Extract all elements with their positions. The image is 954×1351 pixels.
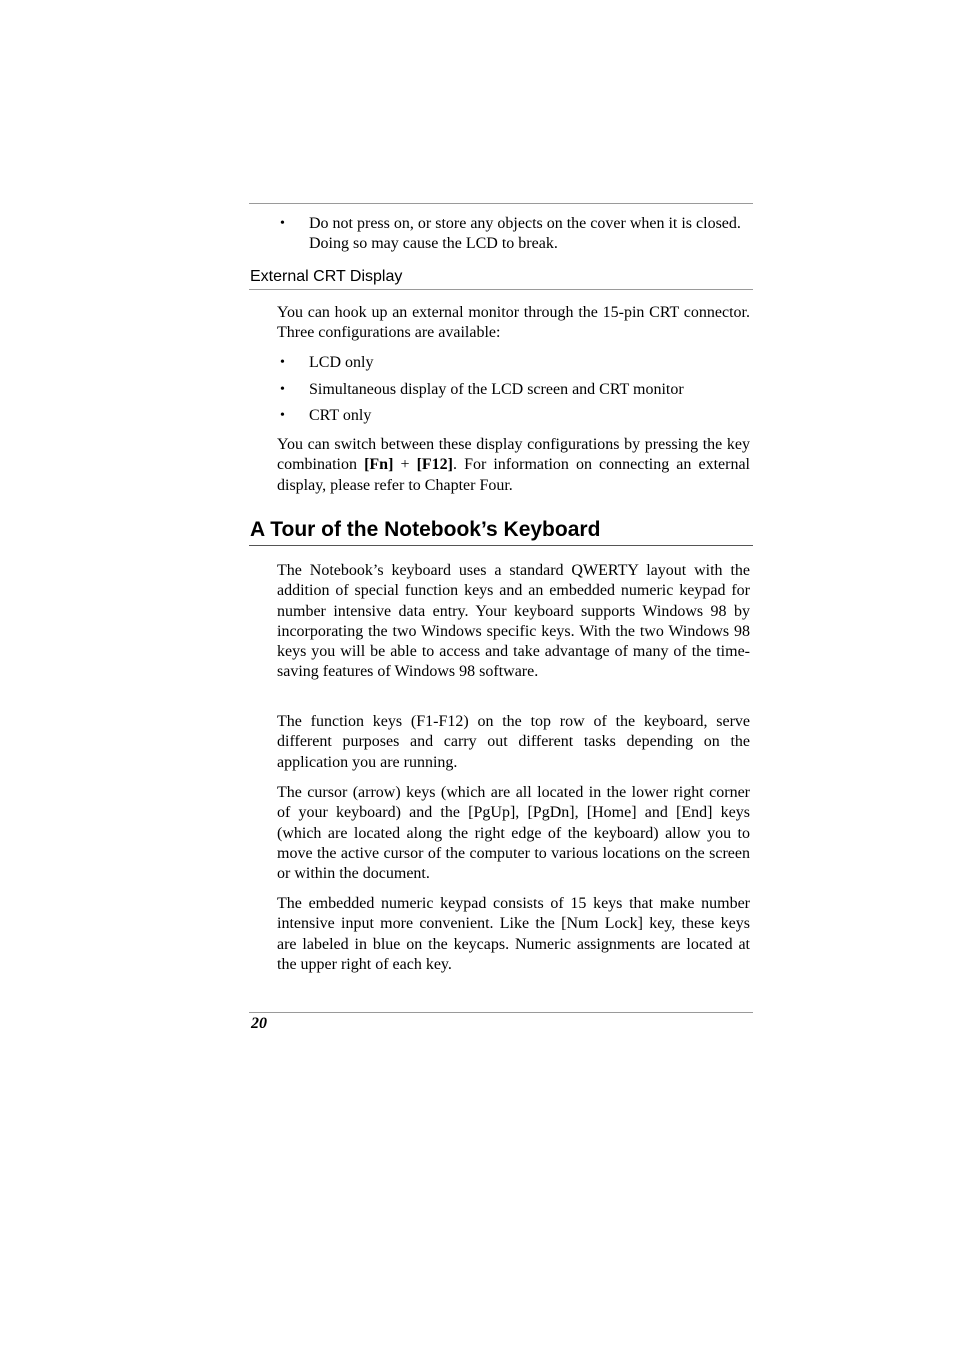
key-f12: [F12]	[416, 456, 453, 474]
section-title-crt: External CRT Display	[250, 268, 403, 285]
section-title-keyboard: A Tour of the Notebook’s Keyboard	[250, 518, 601, 541]
keyboard-paragraph: The cursor (arrow) keys (which are all located in the lower right corner of your keyboard) and the [PgUp], [PgDn], [Home] and [End] keys (which are located along the right edge of the keyboard) allow you to move the active cursor of the computer to various locations on the screen or within the document.	[277, 784, 750, 883]
bullet-text: LCD only	[309, 354, 374, 371]
crt-intro-paragraph: You can hook up an external monitor through the 15-pin CRT connector. Three configurations are available:	[277, 304, 750, 342]
heading-rule	[249, 545, 753, 546]
bullet-text: CRT only	[309, 407, 372, 424]
top-rule	[249, 203, 753, 204]
bullet-text: Simultaneous display of the LCD screen and CRT monitor	[309, 381, 684, 398]
crt-switch-paragraph	[277, 435, 750, 496]
bullet-icon: •	[280, 355, 285, 370]
key-fn: [Fn]	[364, 456, 394, 474]
keyboard-paragraph: The embedded numeric keypad consists of 15 keys that make number intensive input more convenient. Like the [Num Lock] key, these keys are labeled in blue on the keycaps. Numeric assignments are located at the upper right of each key.	[277, 895, 750, 973]
bullet-icon: •	[280, 382, 285, 397]
bullet-text: Do not press on, or store any objects on the cover when it is closed. Doing so may cause the LCD to break.	[309, 215, 741, 252]
switch-text: You can switch between these display configurations by pressing the key combination	[277, 436, 750, 474]
switch-text-end: . For information on connecting an external display, please refer to Chapter Four.	[277, 456, 751, 494]
footer-rule	[249, 1012, 753, 1013]
bullet-icon: •	[280, 216, 285, 231]
keyboard-paragraph: The function keys (F1-F12) on the top row of the keyboard, serve different purposes and carry out different tasks depending on the application you are running.	[277, 713, 750, 771]
page-number: 20	[251, 1015, 267, 1032]
keyboard-paragraph: The Notebook’s keyboard uses a standard QWERTY layout with the addition of special function keys and an embedded numeric keypad for number intensive data entry. Your keyboard supports Windows 98 by incorporating the two Windows specific keys. With the two Windows 98 keys you will be able to access and take advantage of many of the time-saving features of Windows 98 software.	[277, 562, 750, 681]
plus-sign: +	[393, 456, 417, 474]
section-rule	[249, 289, 753, 290]
bullet-icon: •	[280, 408, 285, 423]
